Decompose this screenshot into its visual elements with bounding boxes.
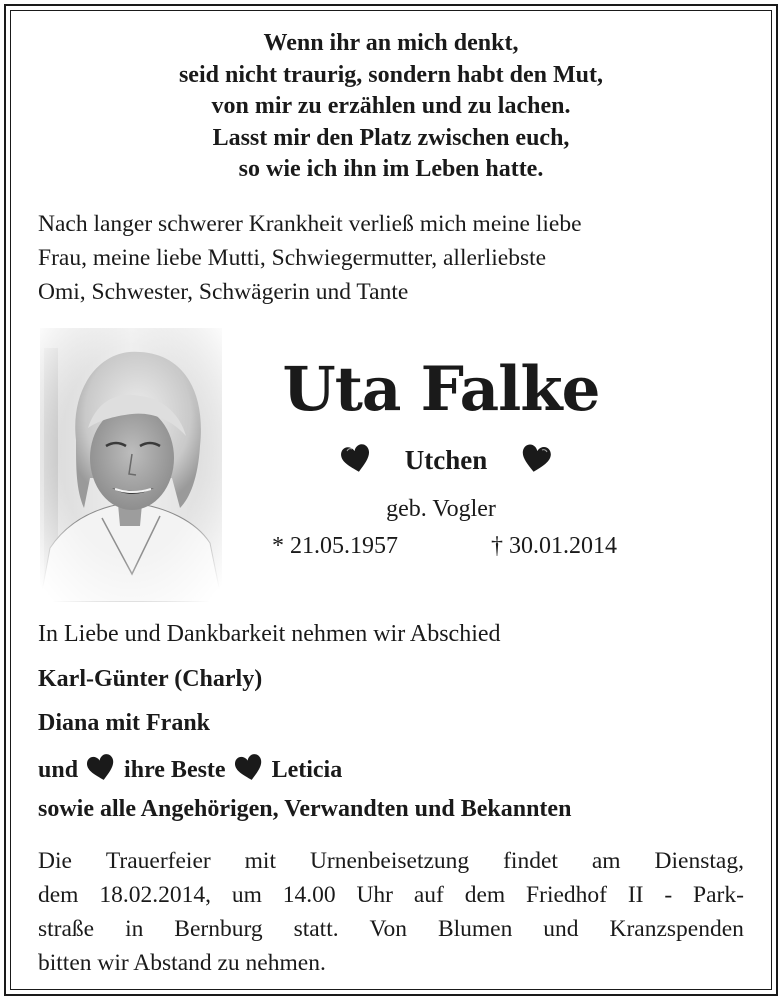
- mourner-line: Diana mit Frank: [38, 710, 211, 736]
- farewell-line: In Liebe und Dankbarkeit nehmen wir Abschied: [38, 621, 501, 647]
- death-date: † 30.01.2014: [491, 533, 617, 559]
- word: Die: [38, 848, 72, 874]
- word: meine: [92, 245, 151, 271]
- word: Blumen: [437, 916, 513, 942]
- mourner-line: sowie alle Angehörigen, Verwandten und Bekannten: [38, 796, 572, 822]
- mourner-line: [38, 752, 342, 789]
- word: um: [231, 882, 262, 908]
- word: und: [543, 916, 579, 942]
- word: dem: [38, 882, 79, 908]
- word: -: [664, 882, 673, 908]
- word: findet: [503, 848, 558, 874]
- poem: [0, 28, 782, 186]
- ceremony-line-3: [38, 912, 744, 946]
- heart-icon: [234, 752, 264, 789]
- intro-line-2: [38, 241, 744, 275]
- word: 18.02.2014,: [99, 882, 211, 908]
- portrait-illustration: [40, 328, 222, 602]
- intro-line-3: Omi, Schwester, Schwägerin und Tante: [38, 279, 409, 305]
- heart-icon: [520, 443, 552, 477]
- heart-icon: [340, 443, 372, 477]
- nickname-row: [340, 440, 552, 480]
- word: auf: [413, 882, 444, 908]
- word: Von: [369, 916, 407, 942]
- word: Dienstag,: [654, 848, 744, 874]
- poem-line: Lasst mir den Platz zwischen euch,: [212, 124, 570, 151]
- poem-line: so wie ich ihn im Leben hatte.: [238, 156, 544, 182]
- word: mit: [244, 848, 276, 874]
- poem-line: von mir zu erzählen und zu lachen.: [211, 93, 571, 119]
- nickname: Utchen: [404, 444, 488, 475]
- word: II: [627, 882, 644, 908]
- deceased-name: Uta Falke: [282, 354, 600, 425]
- word: Mutti,: [207, 245, 266, 271]
- mourner-text: und: [38, 757, 79, 783]
- heart-icon: [86, 752, 116, 789]
- poem-line: Wenn ihr an mich denkt,: [263, 30, 519, 56]
- word: Kranzspenden: [609, 916, 744, 942]
- word: 14.00: [282, 882, 336, 908]
- word: straße: [38, 916, 95, 942]
- word: Schwiegermutter,: [271, 245, 438, 271]
- ceremony-line-2: [38, 878, 744, 912]
- poem-line: seid nicht traurig, sondern habt den Mut,: [178, 61, 604, 88]
- intro-line-1-text: Nach langer schwerer Krankheit verließ mich meine liebe: [38, 211, 582, 237]
- word: in: [125, 916, 144, 942]
- word: Uhr: [356, 882, 393, 908]
- ceremony-line-1: [38, 844, 744, 878]
- word: liebe: [156, 245, 202, 271]
- word: Bernburg: [174, 916, 263, 942]
- birth-name: geb. Vogler: [386, 496, 496, 522]
- intro-paragraph: [38, 207, 744, 309]
- ceremony-paragraph: [38, 844, 744, 980]
- mourner-text: Leticia: [271, 757, 343, 783]
- word: Park-: [693, 882, 744, 908]
- word: Urnenbeisetzung: [309, 848, 470, 874]
- word: am: [591, 848, 621, 874]
- word: Frau,: [38, 245, 87, 271]
- word: Friedhof: [526, 882, 607, 908]
- intro-line-1: [38, 207, 744, 241]
- mourner-line: Karl-Günter (Charly): [38, 666, 263, 692]
- life-dates: [272, 533, 617, 560]
- mourner-text: ihre Beste: [124, 757, 226, 783]
- word: Trauerfeier: [105, 848, 211, 874]
- birth-date: * 21.05.1957: [272, 533, 398, 559]
- ceremony-line-4: bitten wir Abstand zu nehmen.: [38, 950, 326, 976]
- word: allerliebste: [443, 245, 547, 271]
- word: statt.: [293, 916, 339, 942]
- word: dem: [464, 882, 506, 908]
- portrait-photo: [40, 328, 222, 602]
